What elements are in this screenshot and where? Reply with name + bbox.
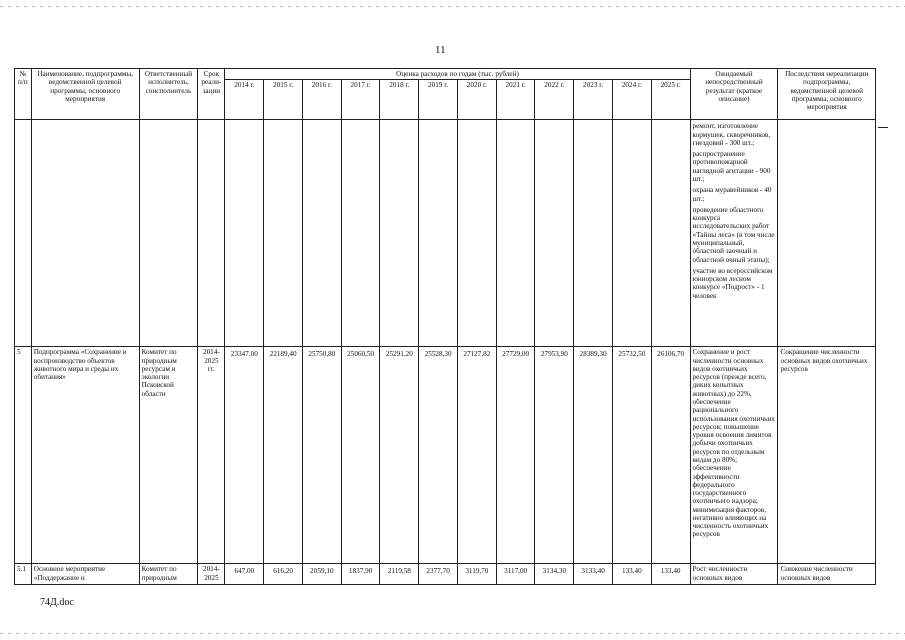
- empty-cell: [535, 120, 574, 347]
- cost-cell: 647,00: [225, 564, 264, 585]
- cost-cell: 1837,90: [341, 564, 380, 585]
- empty-cell: [225, 120, 264, 347]
- year-header: 2019 г.: [419, 80, 458, 120]
- year-header: 2018 г.: [380, 80, 419, 120]
- header-consequences: Последствия нереализации подпрограммы, ведомственной целевой программы, основного мероприятия: [778, 69, 876, 120]
- row-consequences: Снижение численности основных видов: [778, 564, 876, 585]
- scan-artifact-bottom: [0, 633, 905, 634]
- empty-cell: [380, 120, 419, 347]
- row-term: 2014-2025 гг.: [198, 347, 225, 564]
- cost-cell: 25291,20: [380, 347, 419, 564]
- cost-cell: 616,20: [264, 564, 303, 585]
- cost-cell: 25732,50: [612, 347, 651, 564]
- row-result: Сохранение и рост численности основных видов охотничьих ресурсов (прежде всего, диких копытных животных) до 22%, обеспечение рационального использования охотничьих ресурсов; повышение уровня освоения лимитов добычи охотничьих ресурсов по отдельным видам до 80%; обеспечение эффективности федерального государственного охотничьего надзора; минимизация факторов, негативно влияющих на численность охотничьих ресурсов: [690, 347, 778, 564]
- header-name: Наименование, подпрограммы, ведомственной целевой программы, основного мероприятия: [31, 69, 139, 120]
- cost-cell: 27729,00: [496, 347, 535, 564]
- cost-cell: 23347,00: [225, 347, 264, 564]
- empty-cell: [264, 120, 303, 347]
- empty-cell: [15, 120, 32, 347]
- empty-cell: [341, 120, 380, 347]
- row-name: Подпрограмма «Сохранение и воспроизводство объектов животного мира и среды их обитания»: [31, 347, 139, 564]
- empty-cell: [139, 120, 198, 347]
- cost-cell: 25750,80: [302, 347, 341, 564]
- year-header: 2015 г.: [264, 80, 303, 120]
- cost-cell: 133,40: [651, 564, 690, 585]
- budget-table: [14, 68, 876, 585]
- empty-cell: [198, 120, 225, 347]
- year-header: 2024 г.: [612, 80, 651, 120]
- cost-cell: 26106,70: [651, 347, 690, 564]
- header-term: Срок реали-зации: [198, 69, 225, 120]
- cost-cell: 27127,82: [457, 347, 496, 564]
- header-num: № п/п: [15, 69, 32, 120]
- cost-cell: 3117,00: [496, 564, 535, 585]
- continued-result-cell: [690, 120, 778, 347]
- empty-cell: [651, 120, 690, 347]
- table-row: [15, 347, 876, 564]
- year-header: 2023 г.: [574, 80, 613, 120]
- cost-cell: 2059,10: [302, 564, 341, 585]
- row-name: Основное мероприятие «Поддержание и: [31, 564, 139, 585]
- table-row: [15, 564, 876, 585]
- year-header: 2025 г.: [651, 80, 690, 120]
- margin-mark: [878, 127, 888, 128]
- cost-cell: 25060,50: [341, 347, 380, 564]
- cost-cell: 2119,58: [380, 564, 419, 585]
- row-num: 5: [15, 347, 32, 564]
- cost-cell: 3119,70: [457, 564, 496, 585]
- cost-cell: 3133,40: [574, 564, 613, 585]
- row-executor: Комитет по природным: [139, 564, 198, 585]
- row-executor: Комитет по природным ресурсам и экологии Псковской области: [139, 347, 198, 564]
- empty-cell: [457, 120, 496, 347]
- empty-cell: [574, 120, 613, 347]
- empty-cell: [496, 120, 535, 347]
- empty-cell: [612, 120, 651, 347]
- empty-cell: [31, 120, 139, 347]
- row-num: 5.1: [15, 564, 32, 585]
- cost-cell: 25528,30: [419, 347, 458, 564]
- cost-cell: 133,40: [612, 564, 651, 585]
- result-item: распространение противопожарной наглядной агитации - 900 шт.;: [692, 150, 771, 183]
- table-row-continued: [15, 120, 876, 347]
- scan-artifact-top: [0, 6, 905, 7]
- result-item: участие во всероссийском юниорском лесном конкурсе «Подрост» - 1 человек: [692, 266, 773, 300]
- cost-cell: 28389,30: [574, 347, 613, 564]
- header-result: Ожидаемый непосредственный результат (краткое описание): [690, 69, 778, 120]
- empty-cell: [419, 120, 458, 347]
- cost-cell: 27953,90: [535, 347, 574, 564]
- footer-filename: 74Д.doc: [40, 597, 74, 608]
- page-number: 11: [435, 44, 446, 56]
- cost-cell: 2377,70: [419, 564, 458, 585]
- result-item: проведение областного конкурса исследовательских работ «Тайны леса» (в том числе муниципальный, областной заочный и областной очный этапы);: [692, 205, 775, 264]
- year-header: 2016 г.: [302, 80, 341, 120]
- empty-cell: [778, 120, 876, 347]
- row-consequences: Сокращение численности основных видов охотничьих ресурсов: [778, 347, 876, 564]
- cost-cell: 3134,30: [535, 564, 574, 585]
- result-item: ремонт, изготовление кормушек, скворечников, гнездовий - 300 шт.;: [692, 122, 771, 147]
- empty-cell: [302, 120, 341, 347]
- cost-cell: 22189,40: [264, 347, 303, 564]
- header-executor: Ответственный исполнитель, соисполнитель: [139, 69, 198, 120]
- year-header: 2017 г.: [341, 80, 380, 120]
- row-result: Рост численности основных видов: [690, 564, 778, 585]
- year-header: 2014 г.: [225, 80, 264, 120]
- result-item: охрана муравейников - 40 шт.;: [692, 186, 772, 203]
- year-header: 2020 г.: [457, 80, 496, 120]
- year-header: 2022 г.: [535, 80, 574, 120]
- year-header: 2021 г.: [496, 80, 535, 120]
- header-row-1: [15, 69, 876, 80]
- header-cost: Оценка расходов по годам (тыс. рублей): [225, 69, 690, 80]
- row-term: 2014-2025: [198, 564, 225, 585]
